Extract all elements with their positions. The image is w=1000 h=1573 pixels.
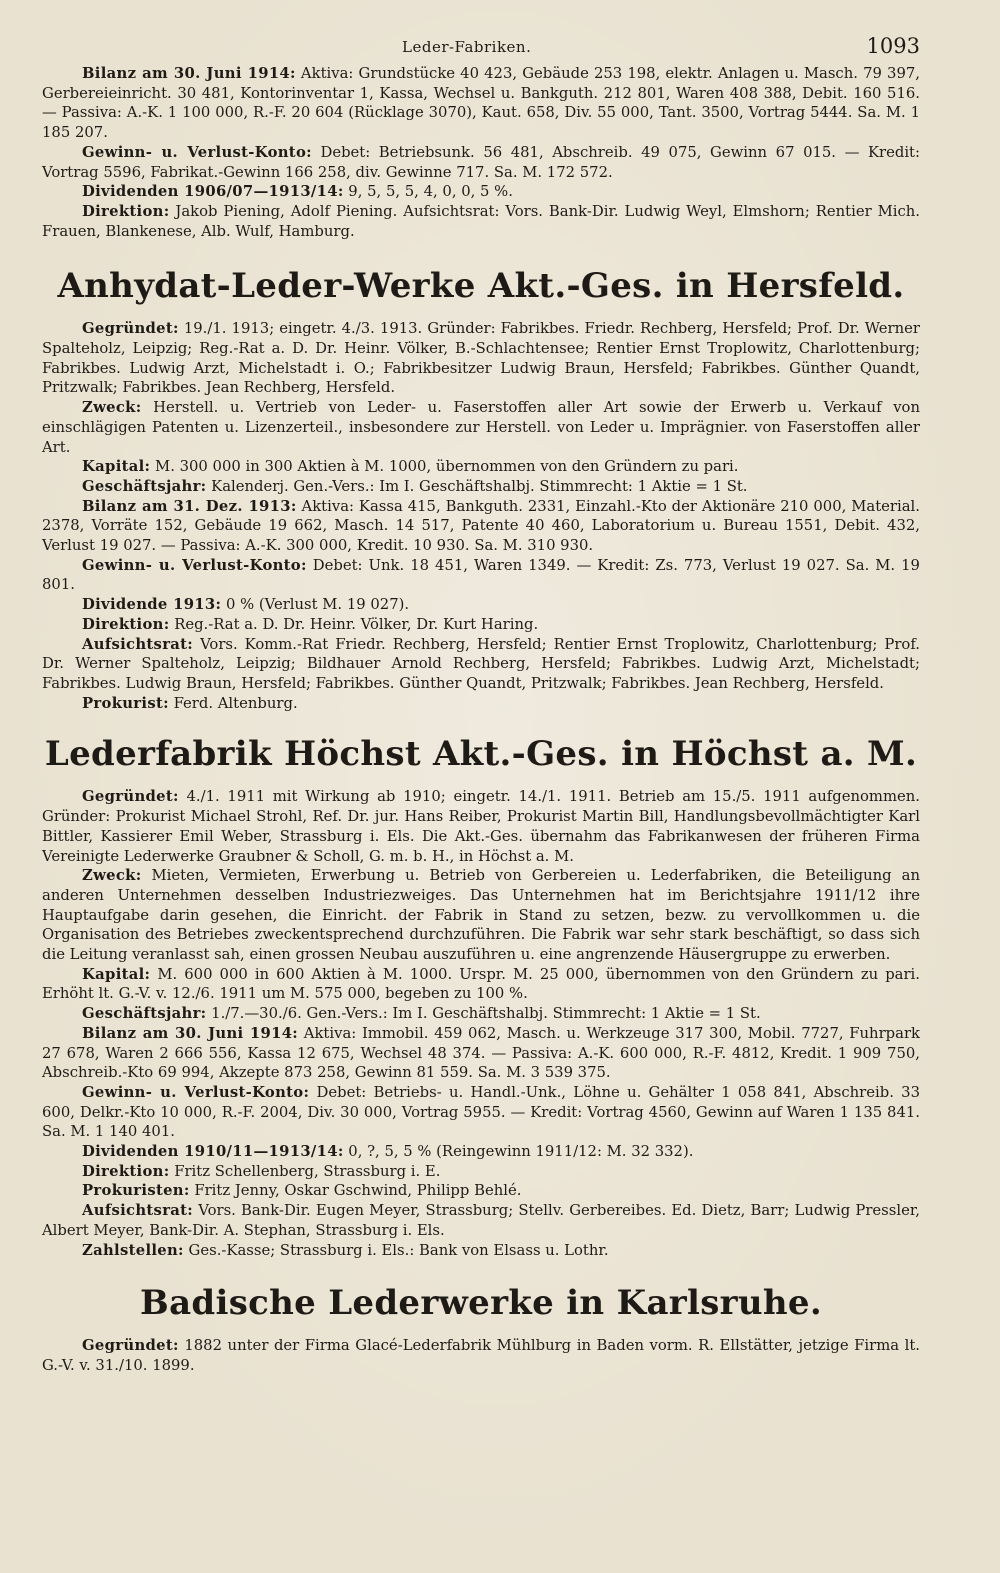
prev-dividenden	[42, 182, 920, 202]
hoechst-direktion	[42, 1162, 920, 1182]
paragraph-label: Gewinn- u. Verlust-Konto:	[82, 143, 312, 161]
paragraph-text: Debet: Unk. 18 451, Waren 1349. — Kredit: Zs. 773, Verlust 19 027. Sa. M. 19 801.	[42, 556, 920, 594]
paragraph-text: 1882 unter der Firma Glacé-Lederfabrik Mühlburg in Baden vorm. R. Ellstätter, jetzige Firma lt. G.-V. v. 31./10. 1899.	[42, 1337, 920, 1374]
paragraph-text: Vors. Komm.-Rat Friedr. Rechberg, Hersfeld; Rentier Ernst Troplowitz, Charlottenburg; Prof. Dr. Werner Spalteholz, Leipzig; Bildhauer Arnold Rechberg, Hersfeld; Fabrikbes. Ludwig Arzt, Michelstadt; Fabrikbes. Ludwig Braun, Hersfeld; Fabrikbes. Günther Quandt, Pritzwalk; Fabrikbes. Jean Rechberg, Hersfeld.	[42, 635, 920, 692]
paragraph-text: Debet: Betriebsunk. 56 481, Abschreib. 49 075, Gewinn 67 015. — Kredit: Vortrag 5596, Fabrikat.-Gewinn 166 258, div. Gewinne 717. Sa. M. 172 572.	[42, 143, 920, 181]
hoechst-prokuristen	[42, 1181, 920, 1201]
anhydat-gegruendet	[42, 319, 920, 398]
prev-bilanz	[42, 64, 920, 143]
hoechst-gegruendet	[42, 787, 920, 866]
paragraph-label: Bilanz am 31. Dez. 1913:	[82, 497, 297, 515]
paragraph-text: Herstell. u. Vertrieb von Leder- u. Faserstoffen aller Art sowie der Erwerb u. Verkauf von einschlägigen Patenten u. Lizenzerteil., insbesondere zur Herstell. von Leder u. Imprägnier. von Faserstoffen aller Art.	[42, 399, 920, 456]
paragraph-label: Zweck:	[82, 867, 142, 885]
paragraph-label: Geschäftsjahr:	[82, 1005, 207, 1023]
anhydat-bilanz	[42, 497, 920, 556]
page-number: 1093	[866, 34, 920, 58]
paragraph-label: Gegründet:	[82, 788, 179, 806]
paragraph-label: Gegründet:	[82, 320, 179, 338]
prev-company-section	[42, 64, 920, 241]
paragraph-text: 0, ?, 5, 5 % (Reingewinn 1911/12: M. 32 332).	[348, 1143, 694, 1161]
company-heading-hoechst: Lederfabrik Höchst Akt.-Ges. in Höchst a. M.	[44, 734, 918, 775]
hoechst-zahlstellen	[42, 1241, 920, 1261]
paragraph-label: Kapital:	[82, 458, 151, 476]
hoechst-zweck	[42, 866, 920, 965]
company-heading-anhydat: Anhydat-Leder-Werke Akt.-Ges. in Hersfeld.	[57, 266, 905, 307]
anhydat-zweck	[42, 398, 920, 457]
paragraph-text: Kalenderj. Gen.-Vers.: Im I. Geschäftshalbj. Stimmrecht: 1 Aktie = 1 St.	[211, 477, 748, 495]
paragraph-text: Debet: Betriebs- u. Handl.-Unk., Löhne u. Gehälter 1 058 841, Abschreib. 33 600, Delkr.-Kto 10 000, R.-F. 2004, Div. 30 000, Vortrag 5955. — Kredit: Vortrag 4560, Gewinn auf Waren 1 135 841. Sa. M. 1 140 401.	[42, 1083, 920, 1141]
hoechst-gewinn-verlust	[42, 1083, 920, 1142]
anhydat-dividende	[42, 595, 920, 615]
prev-gewinn-verlust	[42, 143, 920, 182]
paragraph-label: Geschäftsjahr:	[82, 477, 207, 495]
paragraph-label: Dividende 1913:	[82, 596, 222, 614]
paragraph-text: M. 300 000 in 300 Aktien à M. 1000, übernommen von den Gründern zu pari.	[155, 458, 739, 476]
paragraph-text: 4./1. 1911 mit Wirkung ab 1910; eingetr. 14./1. 1911. Betrieb am 15./5. 1911 aufgenommen. Gründer: Prokurist Michael Strohl, Ref. Dr. jur. Hans Reiber, Prokurist Martin Bill, Handlungsbevollmächtigter Karl Bittler, Kassierer Emil Weber, Strassburg i. Els. Die Akt.-Ges. übernahm das Fabrikanwesen der früheren Firma Vereinigte Lederwerke Graubner & Scholl, G. m. b. H., in Höchst a. M.	[42, 788, 920, 865]
paragraph-text: 0 % (Verlust M. 19 027).	[225, 596, 410, 614]
badische-section	[42, 1336, 920, 1375]
anhydat-geschaeftsjahr	[42, 477, 920, 497]
paragraph-text: M. 600 000 in 600 Aktien à M. 1000. Urspr. M. 25 000, übernommen von den Gründern zu pari. Erhöht lt. G.-V. v. 12./6. 1911 um M. 575 000, begeben zu 100 %.	[42, 965, 920, 1003]
anhydat-kapital	[42, 457, 920, 477]
paragraph-text: 19./1. 1913; eingetr. 4./3. 1913. Gründer: Fabrikbes. Friedr. Rechberg, Hersfeld; Prof. Dr. Werner Spalteholz, Leipzig; Reg.-Rat a. D. Dr. Heinr. Völker, B.-Schlachtensee; Rentier Ernst Troplowitz, Charlottenburg; Fabrikbes. Ludwig Arzt, Michelstadt i. O.; Fabrikbesitzer Ludwig Braun, Hersfeld; Fabrikbes. Günther Quandt, Pritzwalk; Fabrikbes. Jean Rechberg, Hersfeld.	[42, 320, 920, 397]
paragraph-label: Gegründet:	[82, 1337, 179, 1355]
paragraph-label: Zahlstellen:	[82, 1241, 184, 1259]
paragraph-text: Fritz Jenny, Oskar Gschwind, Philipp Behlé.	[194, 1182, 522, 1200]
paragraph-label: Direktion:	[82, 1162, 170, 1180]
paragraph-label: Direktion:	[82, 615, 170, 633]
company-heading-badische: Badische Lederwerke in Karlsruhe.	[140, 1283, 822, 1324]
anhydat-prokurist	[42, 694, 920, 714]
paragraph-label: Kapital:	[82, 965, 151, 983]
paragraph-label: Direktion:	[82, 202, 170, 220]
paragraph-text: 9, 5, 5, 5, 4, 0, 0, 5 %.	[348, 183, 513, 201]
paragraph-label: Prokuristen:	[82, 1182, 190, 1200]
hoechst-geschaeftsjahr	[42, 1004, 920, 1024]
running-head	[42, 34, 920, 64]
paragraph-text: Mieten, Vermieten, Erwerbung u. Betrieb von Gerbereien u. Lederfabriken, die Beteiligung an anderen Unternehmen desselben Industriezweiges. Das Unternehmen hat im Berichtsjahre 1911/12 ihre Hauptaufgabe darin gesehen, die Einricht. der Fabrik in Stand zu setzen, bezw. zu vervollkommen u. die Organisation des Betriebes zweckentsprechend durchzuführen. Die Fabrik war sehr stark beschäftigt, so dass sich die Leitung veranlasst sah, einen grossen Neubau auszuführen u. eine angrenzende Häusergruppe zu erwerben.	[42, 867, 920, 964]
badische-gegruendet	[42, 1336, 920, 1375]
hoechst-bilanz	[42, 1024, 920, 1083]
paragraph-text: Vors. Bank-Dir. Eugen Meyer, Strassburg; Stellv. Gerbereibes. Ed. Dietz, Barr; Ludwig Pressler, Albert Meyer, Bank-Dir. A. Stephan, Strassburg i. Els.	[42, 1202, 920, 1239]
paragraph-text: 1./7.—30./6. Gen.-Vers.: Im I. Geschäftshalbj. Stimmrecht: 1 Aktie = 1 St.	[211, 1005, 761, 1023]
hoechst-dividenden	[42, 1142, 920, 1162]
paragraph-label: Bilanz am 30. Juni 1914:	[82, 1024, 299, 1042]
paragraph-label: Aufsichtsrat:	[82, 635, 194, 653]
paragraph-label: Dividenden 1910/11—1913/14:	[82, 1143, 344, 1161]
paragraph-label: Prokurist:	[82, 694, 169, 712]
running-title: Leder-Fabriken.	[402, 38, 532, 56]
paragraph-text: Aktiva: Immobil. 459 062, Masch. u. Werkzeuge 317 300, Mobil. 7727, Fuhrpark 27 678, Waren 2 666 556, Kassa 12 675, Wechsel 48 374. — Passiva: A.-K. 600 000, R.-F. 4812, Kredit. 1 909 750, Abschreib.-Kto 69 994, Akzepte 873 258, Gewinn 81 559. Sa. M. 3 539 375.	[42, 1024, 920, 1082]
paragraph-text: Jakob Piening, Adolf Piening. Aufsichtsrat: Vors. Bank-Dir. Ludwig Weyl, Elmshorn; Rentier Mich. Frauen, Blankenese, Alb. Wulf, Hamburg.	[42, 202, 920, 240]
paragraph-label: Aufsichtsrat:	[82, 1202, 194, 1220]
hoechst-aufsichtsrat	[42, 1201, 920, 1240]
anhydat-direktion	[42, 615, 920, 635]
prev-direktion	[42, 202, 920, 241]
paragraph-text: Fritz Schellenberg, Strassburg i. E.	[174, 1162, 441, 1180]
paragraph-label: Zweck:	[82, 399, 142, 417]
paragraph-label: Gewinn- u. Verlust-Konto:	[82, 556, 307, 574]
paragraph-label: Gewinn- u. Verlust-Konto:	[82, 1083, 310, 1101]
anhydat-aufsichtsrat	[42, 635, 920, 694]
paragraph-text: Reg.-Rat a. D. Dr. Heinr. Völker, Dr. Kurt Haring.	[174, 615, 539, 633]
hoechst-section	[42, 787, 920, 1260]
hoechst-kapital	[42, 965, 920, 1004]
anhydat-gewinn-verlust	[42, 556, 920, 595]
anhydat-section	[42, 319, 920, 713]
paragraph-label: Bilanz am 30. Juni 1914:	[82, 65, 296, 82]
paragraph-text: Aktiva: Kassa 415, Bankguth. 2331, Einzahl.-Kto der Aktionäre 210 000, Material. 2378, Vorräte 152, Gebäude 19 662, Masch. 14 517, Patente 40 460, Laboratorium u. Bureau 1551, Debit. 432, Verlust 19 027. — Passiva: A.-K. 300 000, Kredit. 10 930. Sa. M. 310 930.	[42, 497, 920, 555]
paragraph-text: Ferd. Altenburg.	[173, 694, 298, 712]
paragraph-text: Ges.-Kasse; Strassburg i. Els.: Bank von Elsass u. Lothr.	[188, 1241, 609, 1259]
paragraph-text: Aktiva: Grundstücke 40 423, Gebäude 253 198, elektr. Anlagen u. Masch. 79 397, Gerbereieinricht. 30 481, Kontorinventar 1, Kassa, Wechsel u. Bankguth. 212 801, Waren 408 388, Debit. 160 516. — Passiva: A.-K. 1 100 000, R.-F. 20 604 (Rücklage 3070), Kaut. 658, Div. 55 000, Tant. 3500, Vortrag 5444. Sa. M. 1 185 207.	[42, 65, 920, 142]
paragraph-label: Dividenden 1906/07—1913/14:	[82, 183, 344, 201]
